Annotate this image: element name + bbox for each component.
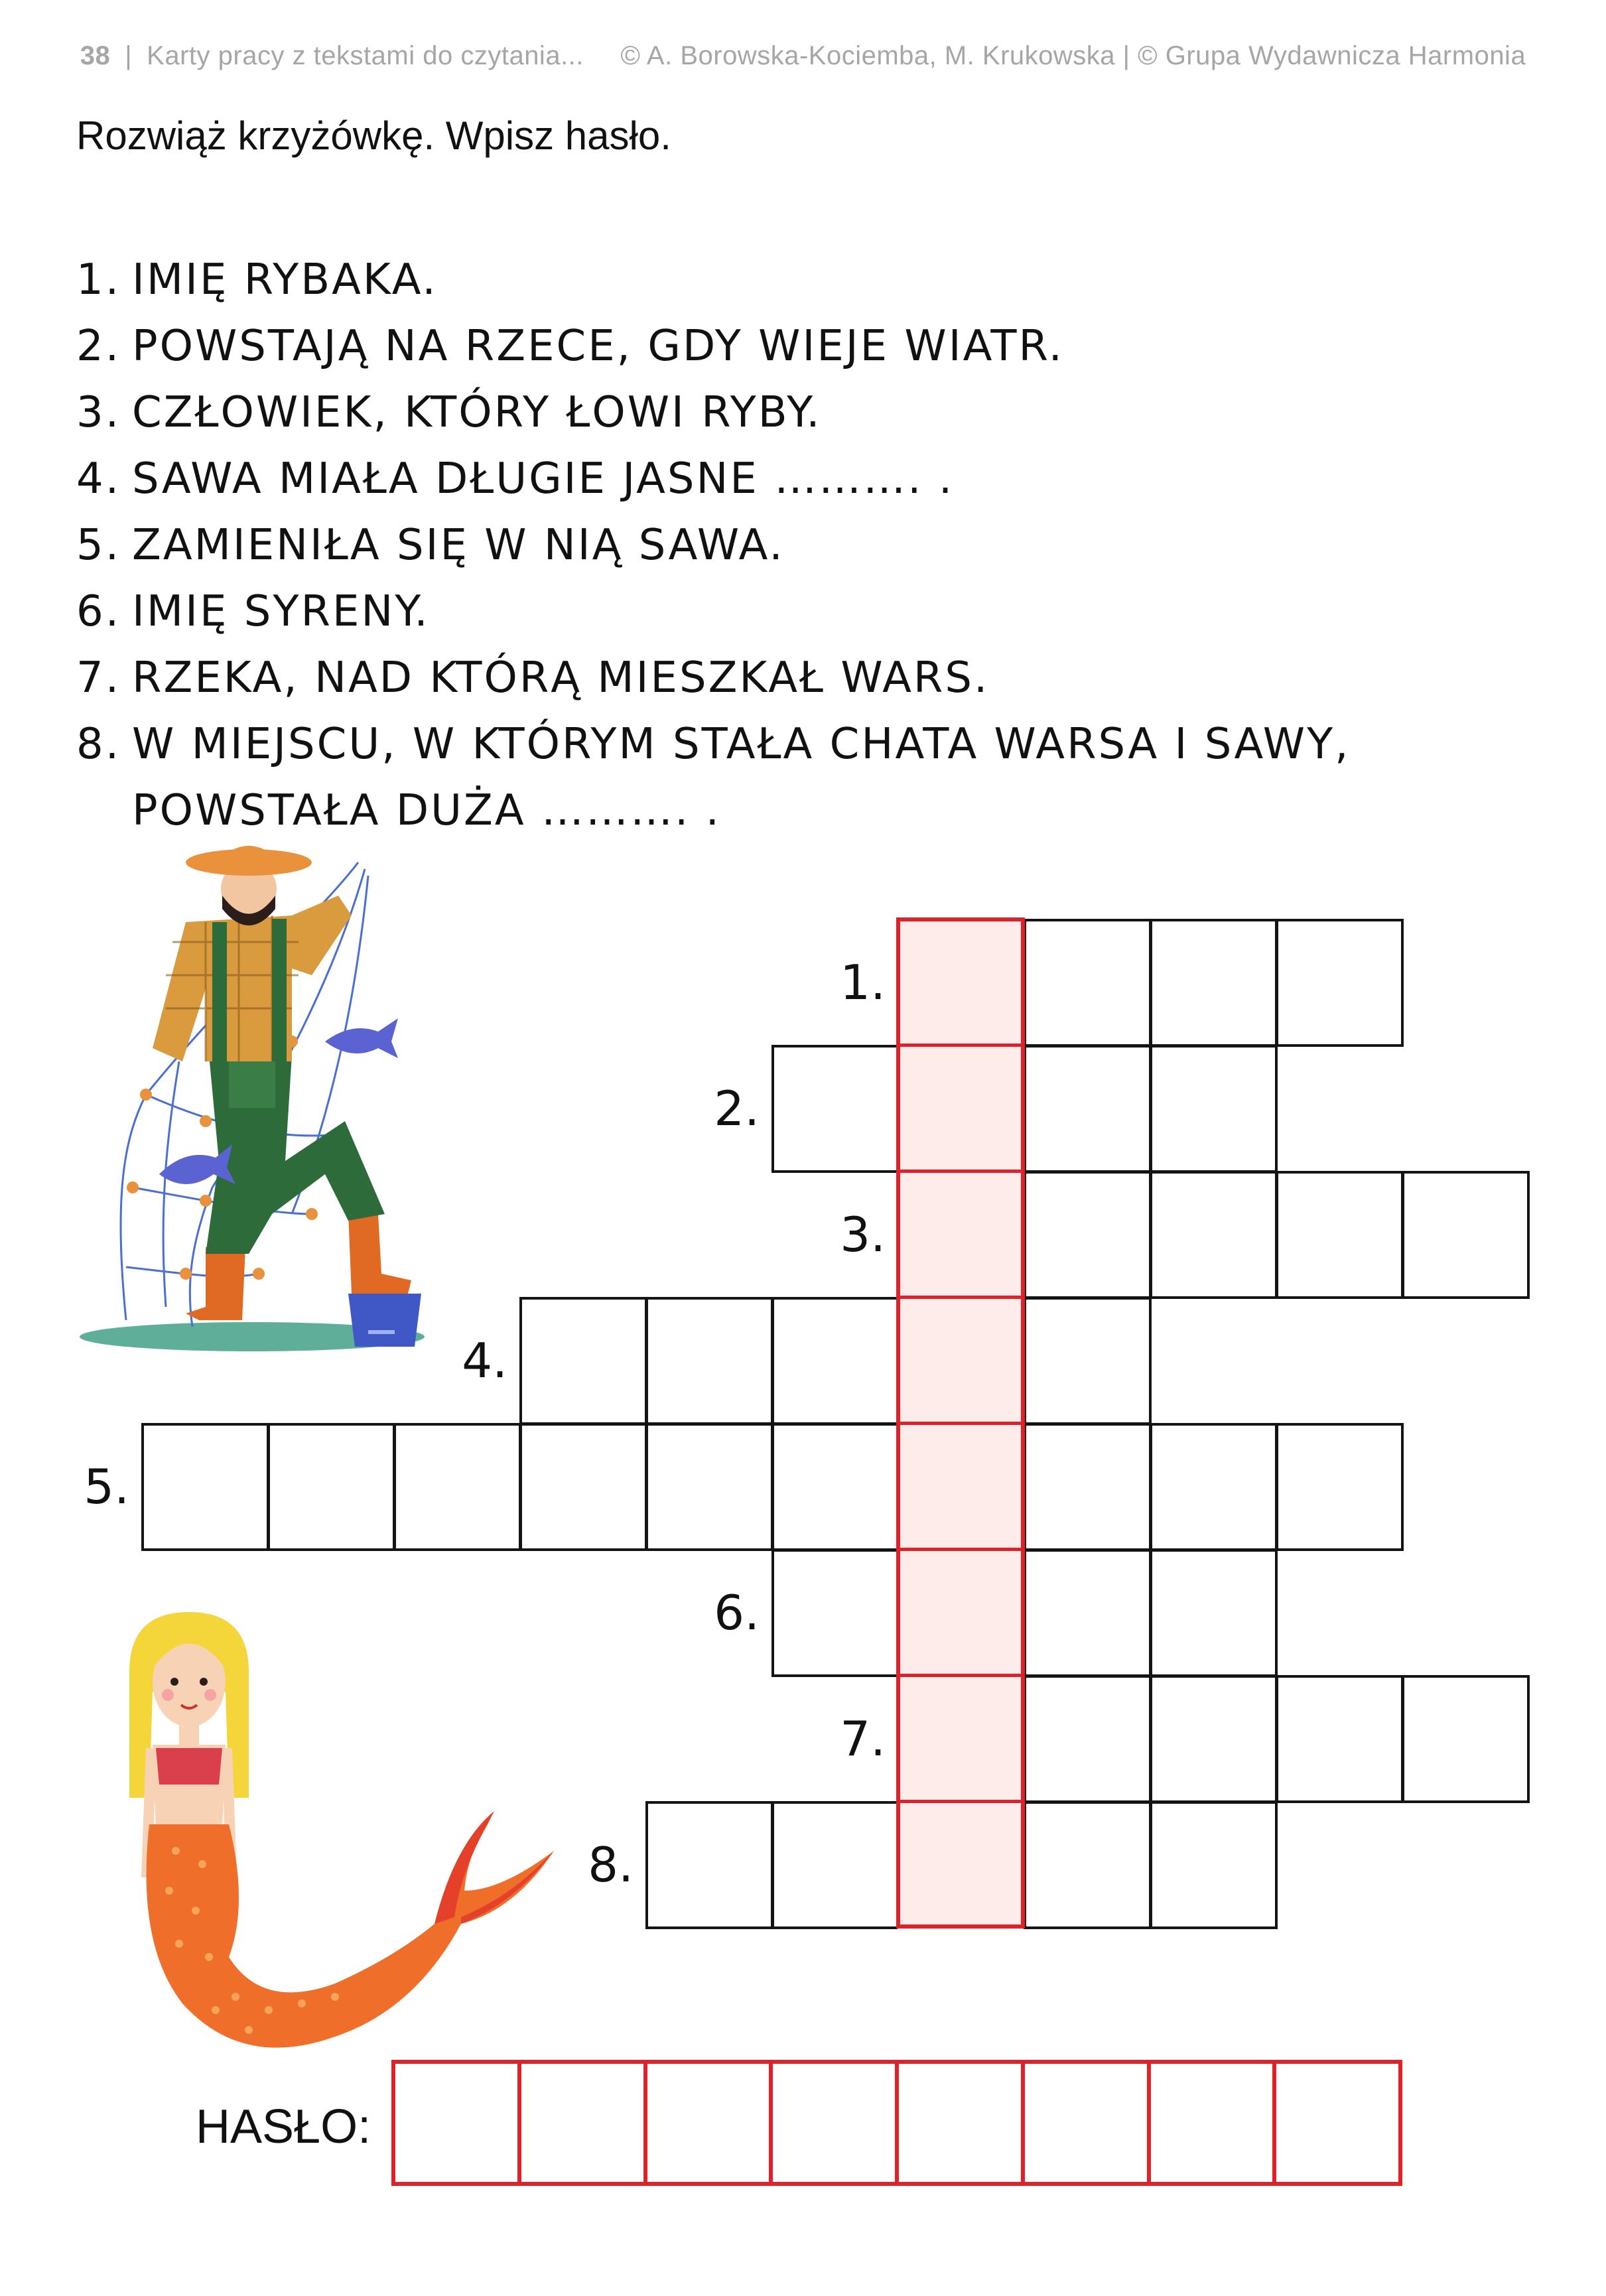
clue-item: 1. IMIĘ RYBAKA. (76, 255, 438, 304)
crossword-row-number: 4. (462, 1333, 507, 1388)
crossword-cell[interactable] (1024, 1171, 1152, 1299)
crossword-cell[interactable] (1024, 919, 1152, 1047)
crossword-row-number: 3. (840, 1207, 886, 1262)
crossword-cell[interactable] (1024, 1045, 1152, 1173)
crossword-cell[interactable] (1024, 1801, 1152, 1929)
clue-item: 8. W MIEJSCU, W KTÓRYM STAŁA CHATA WARSA I SAWY, (76, 720, 1351, 769)
crossword-cell[interactable] (1276, 1171, 1404, 1299)
copyright-note: © A. Borowska-Kociemba, M. Krukowska | © Grupa Wydawnicza Harmonia (620, 41, 1526, 70)
instruction-text: Rozwiąż krzyżówkę. Wpisz hasło. (76, 113, 671, 158)
crossword-cell[interactable] (1402, 1675, 1530, 1803)
crossword-cell[interactable] (771, 1045, 900, 1173)
crossword-cell[interactable] (1150, 1423, 1278, 1551)
crossword-cell[interactable] (1150, 919, 1278, 1047)
crossword-cell[interactable] (771, 1801, 900, 1929)
crossword-cell[interactable] (1402, 1171, 1530, 1299)
clue-item-continuation: POWSTAŁA DUŻA ………. . (132, 786, 721, 835)
crossword-row-number: 6. (714, 1585, 760, 1641)
mermaid-illustration (116, 1612, 554, 2076)
crossword-cell[interactable] (519, 1297, 647, 1425)
clue-item: 4. SAWA MIAŁA DŁUGIE JASNE ………. . (76, 454, 955, 504)
crossword-cell[interactable] (1276, 919, 1404, 1047)
book-title: Karty pracy z tekstami do czytania... (147, 41, 584, 70)
answer-box[interactable] (395, 2064, 521, 2182)
clue-list (76, 247, 1351, 844)
answer-box[interactable] (1276, 2064, 1398, 2182)
crossword-row-number: 7. (840, 1711, 886, 1767)
clue-item: 5. ZAMIENIŁA SIĘ W NIĄ SAWA. (76, 521, 785, 570)
page-number: 38 (80, 41, 111, 70)
answer-box[interactable] (647, 2064, 773, 2182)
crossword-cell[interactable] (645, 1423, 773, 1551)
crossword-key-cell[interactable] (898, 919, 1026, 1047)
answer-box[interactable] (899, 2064, 1025, 2182)
clue-item: 6. IMIĘ SYRENY. (76, 587, 430, 636)
header-separator: | (125, 41, 133, 70)
crossword-key-cell[interactable] (898, 1801, 1026, 1929)
crossword-cell[interactable] (1150, 1549, 1278, 1677)
answer-boxes (391, 2060, 1402, 2186)
crossword-key-cell[interactable] (898, 1423, 1026, 1551)
crossword-row-number: 5. (84, 1459, 129, 1515)
crossword-key-cell[interactable] (898, 1549, 1026, 1677)
crossword-cell[interactable] (1276, 1675, 1404, 1803)
crossword-cell[interactable] (393, 1423, 521, 1551)
answer-box[interactable] (1151, 2064, 1277, 2182)
fisherman-illustration (73, 843, 444, 1360)
crossword-key-cell[interactable] (898, 1297, 1026, 1425)
crossword-cell[interactable] (1024, 1549, 1152, 1677)
crossword-cell[interactable] (267, 1423, 395, 1551)
crossword-cell[interactable] (771, 1423, 900, 1551)
crossword-key-cell[interactable] (898, 1045, 1026, 1173)
crossword-cell[interactable] (1150, 1675, 1278, 1803)
crossword-cell[interactable] (519, 1423, 647, 1551)
crossword-cell[interactable] (645, 1801, 773, 1929)
crossword-cell[interactable] (141, 1423, 269, 1551)
crossword-cell[interactable] (771, 1297, 900, 1425)
answer-box[interactable] (1025, 2064, 1151, 2182)
crossword-cell[interactable] (1024, 1423, 1152, 1551)
clue-item: 2. POWSTAJĄ NA RZECE, GDY WIEJE WIATR. (76, 322, 1064, 371)
crossword-row-number: 2. (714, 1081, 760, 1136)
clue-item: 7. RZEKA, NAD KTÓRĄ MIESZKAŁ WARS. (76, 653, 990, 703)
crossword-cell[interactable] (1024, 1297, 1152, 1425)
crossword-row-number: 1. (840, 955, 886, 1010)
crossword-cell[interactable] (1150, 1045, 1278, 1173)
crossword-cell[interactable] (1150, 1801, 1278, 1929)
crossword-cell[interactable] (645, 1297, 773, 1425)
crossword-cell[interactable] (1024, 1675, 1152, 1803)
page-header (0, 41, 1606, 71)
crossword-key-cell[interactable] (898, 1675, 1026, 1803)
answer-box[interactable] (521, 2064, 647, 2182)
answer-label: HASŁO: (196, 2100, 371, 2153)
crossword-cell[interactable] (1150, 1171, 1278, 1299)
crossword-cell[interactable] (1276, 1423, 1404, 1551)
answer-box[interactable] (773, 2064, 899, 2182)
crossword-key-cell[interactable] (898, 1171, 1026, 1299)
crossword-cell[interactable] (771, 1549, 900, 1677)
clue-item: 3. CZŁOWIEK, KTÓRY ŁOWI RYBY. (76, 388, 822, 437)
crossword-row-number: 8. (588, 1837, 634, 1893)
